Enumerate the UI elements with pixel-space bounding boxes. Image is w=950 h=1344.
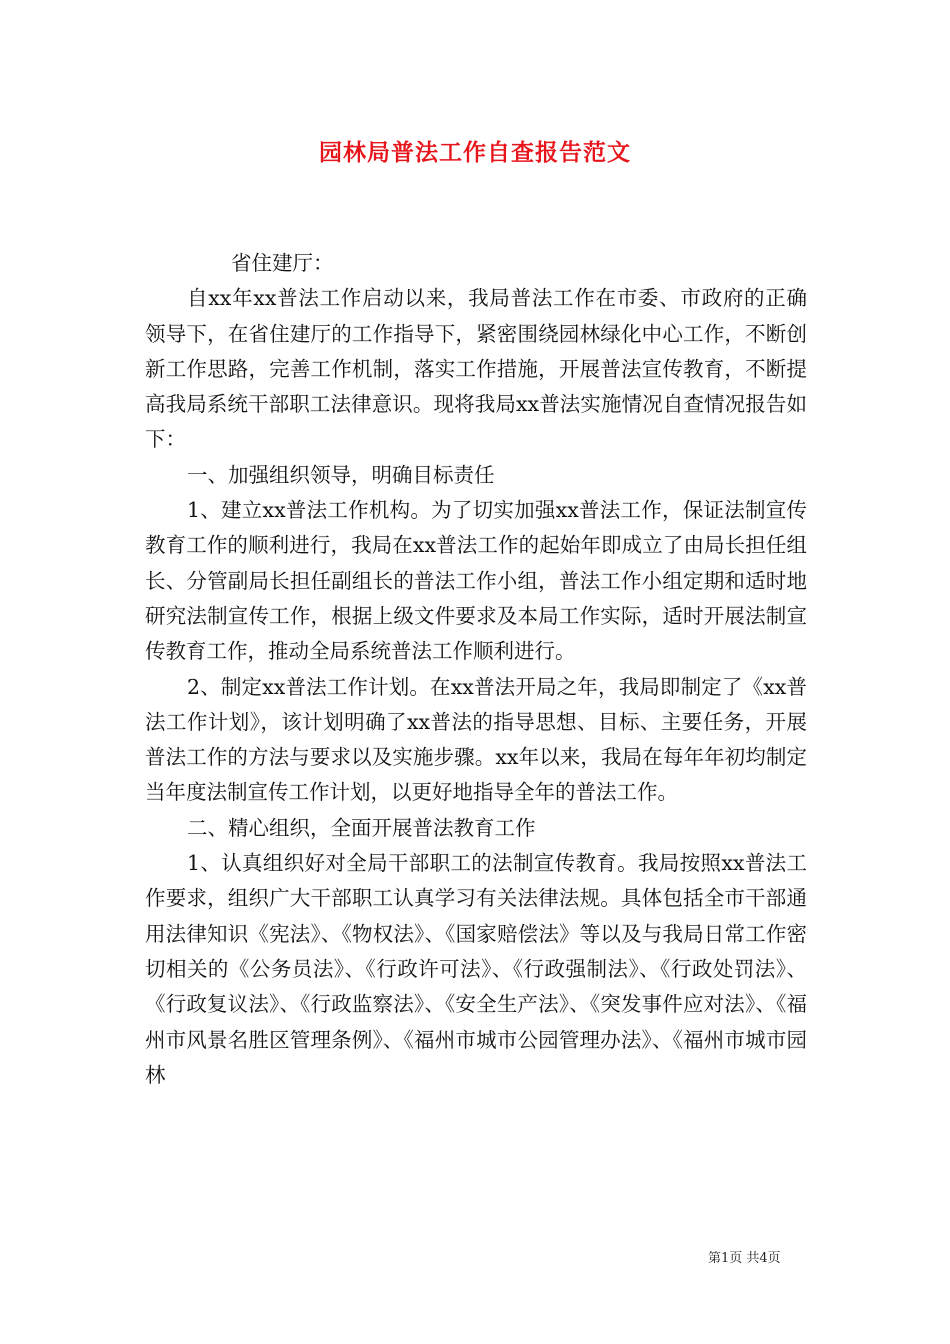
salutation: 省住建厅： xyxy=(231,251,334,275)
page-number: 第1页 共4页 xyxy=(708,1251,781,1266)
section-heading-2: 二、精心组织，全面开展普法教育工作 xyxy=(187,815,536,840)
document-body xyxy=(145,246,807,1093)
document-title: 园林局普法工作自查报告范文 xyxy=(319,139,631,166)
paragraph-2-1: 1、认真组织好对全局干部职工的法制宣传教育。我局按照xx普法工作要求，组织广大干部职工认真学习有关法律法规。具体包括全市干部通用法律知识《宪法》、《物权法》、《国家赔偿法》等以及与我局日常工作密切相关的《公务员法》、《行政许可法》、《行政强制法》、《行政处罚法》、《行政复议法》、《行政监察法》、《安全生产法》、《突发事件应对法》、《福州市风景名胜区管理条例》、《福州市城市公园管理办法》、《福州市城市园林 xyxy=(145,851,807,1087)
paragraph-1-1: 1、建立xx普法工作机构。为了切实加强xx普法工作，保证法制宣传教育工作的顺利进行，我局在xx普法工作的起始年即成立了由局长担任组长、分管副局长担任副组长的普法工作小组，普法工作小组定期和适时地研究法制宣传工作，根据上级文件要求及本局工作实际，适时开展法制宣传教育工作，推动全局系统普法工作顺利进行。 xyxy=(145,498,807,664)
section-heading-1: 一、加强组织领导，明确目标责任 xyxy=(187,462,495,487)
paragraph-intro: 自xx年xx普法工作启动以来，我局普法工作在市委、市政府的正确领导下，在省住建厅的工作指导下，紧密围绕园林绿化中心工作，不断创新工作思路，完善工作机制，落实工作措施，开展普法宣传教育，不断提高我局系统干部职工法律意识。现将我局xx普法实施情况自查情况报告如下： xyxy=(145,286,807,452)
paragraph-1-2: 2、制定xx普法工作计划。在xx普法开局之年，我局即制定了《xx普法工作计划》，该计划明确了xx普法的指导思想、目标、主要任务，开展普法工作的方法与要求以及实施步骤。xx年以来，我局在每年年初均制定当年度法制宣传工作计划，以更好地指导全年的普法工作。 xyxy=(145,674,807,805)
